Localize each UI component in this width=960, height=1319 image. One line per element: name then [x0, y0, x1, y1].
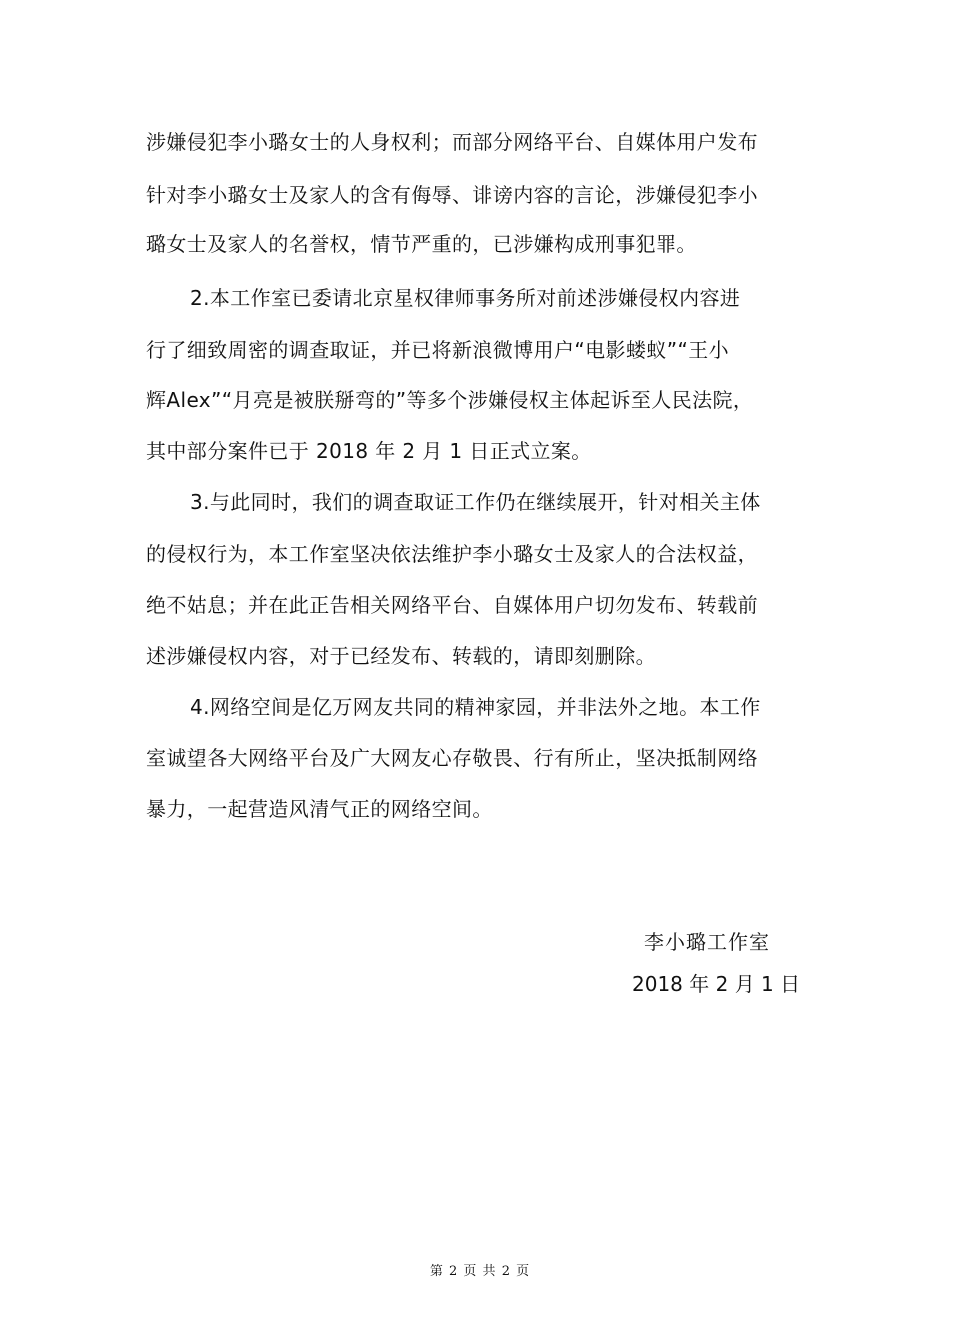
body-line: 绝不姑息；并在此正告相关网络平台、自媒体用户切勿发布、转载前 — [146, 593, 758, 617]
paragraph-2-start: 2.本工作室已委请北京星权律师事务所对前述涉嫌侵权内容进 — [190, 286, 741, 310]
body-line: 璐女士及家人的名誉权，情节严重的，已涉嫌构成刑事犯罪。 — [146, 232, 697, 256]
body-line: 针对李小璐女士及家人的含有侮辱、诽谤内容的言论，涉嫌侵犯李小 — [146, 183, 758, 207]
page-number-footer: 第 2 页 共 2 页 — [429, 1264, 531, 1279]
body-line: 涉嫌侵犯李小璐女士的人身权利；而部分网络平台、自媒体用户发布 — [146, 130, 758, 154]
signature-name: 李小璐工作室 — [644, 930, 770, 954]
body-line: 辉Alex”“月亮是被朕掰弯的”等多个涉嫌侵权主体起诉至人民法院， — [146, 388, 754, 412]
paragraph-4-start: 4.网络空间是亿万网友共同的精神家园，并非法外之地。本工作 — [190, 695, 761, 719]
body-line: 暴力，一起营造风清气正的网络空间。 — [146, 797, 493, 821]
body-line: 其中部分案件已于 2018 年 2 月 1 日正式立案。 — [146, 439, 592, 463]
paragraph-3-start: 3.与此同时，我们的调查取证工作仍在继续展开，针对相关主体 — [190, 490, 761, 514]
signature-date: 2018 年 2 月 1 日 — [632, 972, 801, 996]
body-line: 的侵权行为，本工作室坚决依法维护李小璐女士及家人的合法权益， — [146, 542, 758, 566]
body-line: 述涉嫌侵权内容，对于已经发布、转载的，请即刻删除。 — [146, 644, 656, 668]
body-line: 行了细致周密的调查取证，并已将新浪微博用户“电影蝼蚁”“王小 — [146, 338, 730, 362]
body-line: 室诚望各大网络平台及广大网友心存敬畏、行有所止，坚决抵制网络 — [146, 746, 758, 770]
